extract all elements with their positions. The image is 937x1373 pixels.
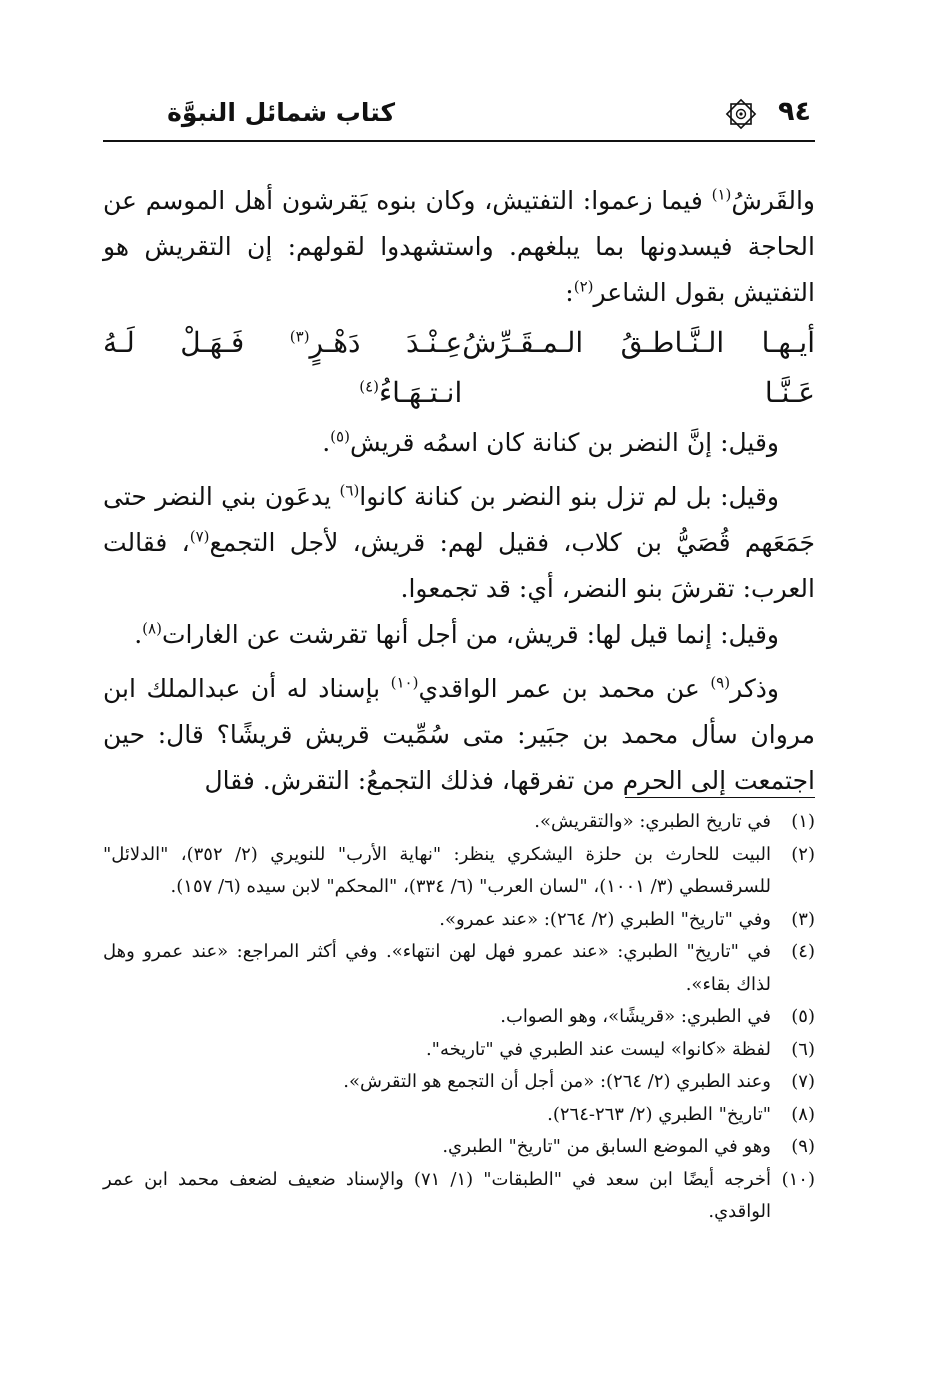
footnote-item: (٦) لفظة «كانوا» ليست عند الطبري في "تاريخه".: [425, 1038, 815, 1060]
paragraph-5: وذكر$^{(٩)}$ عن محمد بن عمر الواقدي$^{(١٠)}$ بإسناد له أن عبدالملك ابن مروان سأل محمد بن جبَير: متى سُمِّيت قريش قريشًا؟ قال: حين اجتمعت إلى الحرم من تفرقها، فذلك التجمعُ: التقرش. فقال: [103, 673, 815, 795]
footnote-item: (٣) وفي "تاريخ" الطبري (٢/ ٢٦٤): «عند عمرو».: [439, 908, 815, 930]
footnote-item: (٩) وهو في الموضع السابق من "تاريخ" الطبري.: [442, 1136, 815, 1157]
main-text: [103, 178, 815, 804]
footnote-item: (٨) "تاريخ" الطبري (٢/ ٢٦٣-٢٦٤).: [547, 1103, 815, 1125]
paragraph-2: وقيل: إنَّ النضر بن كنانة كان اسمُه قريش$^{(٥)}$.: [322, 427, 779, 457]
book-title: كتاب شمائل النبوَّة: [167, 98, 395, 127]
poetry-verse: [103, 318, 815, 418]
footnote-item: (٤) في "تاريخ" الطبري: «عند عمرو فهل لهن انتهاء». وفي أكثر المراجع: «عند عمرو وهل لذاك بقاء».: [103, 941, 815, 995]
footnote-ref: (٢): [573, 277, 594, 296]
footnote-divider: [625, 797, 815, 798]
footnote-item: (٧) وعند الطبري (٢/ ٢٦٤): «من أجل أن التجمع هو التقرش».: [343, 1071, 815, 1092]
paragraph-4: وقيل: إنما قيل لها: قريش، من أجل أنها تقرشت عن الغارات$^{(٨)}$.: [134, 619, 779, 649]
footnote-item: (٢) البيت للحارث بن حلزة اليشكري ينظر: "نهاية الأرب" للنويري (٢/ ٣٥٢)، "الدلائل" للسرقسطي (٣/ ١٠٠١)، "لسان العرب" (٦/ ٣٣٤)، "المحكم" لابن سيده (٦/ ١٥٧).: [103, 843, 815, 897]
verse-first-hemistich: أيـهـا الـنَّـاطـقُ الـمـقَـرِّشُ عَـنَّـا: [462, 326, 815, 409]
footnote-item: (١٠) أخرجه أيضًا ابن سعد في "الطبقات" (١/ ٧١) والإسناد ضعيف لضعف محمد ابن عمر الواقدي.: [103, 1168, 815, 1222]
footnote-ref: (٥): [330, 427, 350, 446]
footnotes: [103, 806, 815, 1229]
footnote-ref: (٦): [339, 481, 360, 500]
footnote-ref: (١٠): [390, 673, 419, 692]
footnote-ref: (٣): [289, 327, 310, 346]
footnote-ref: (٩): [710, 673, 731, 692]
verse-second-hemistich: عِـنْـدَ دَهْـرٍ$^{(٣)}$ فَـهَـلْ لَـهُ انـتـهَـاءُ$^{(٤)}$: [103, 326, 463, 409]
page-header: [103, 96, 815, 142]
page-number: ٩٤: [778, 96, 811, 127]
octagram-ornament-icon: [725, 98, 757, 130]
footnote-ref: (٤): [359, 377, 380, 396]
footnote-ref: (٨): [142, 619, 162, 638]
paragraph-3: وقيل: بل لم تزل بنو النضر بن كنانة كانوا$^{(٦)}$ يدعَون بني النضر حتى جَمَعَهم قُصَيُّ بن كلاب، فقيل لهم: قريش، لأجل التجمع$^{(٧)}$، فقالت العرب: تقرشَ بنو النضر، أي: قد تجمعوا.: [103, 481, 815, 603]
footnote-item: (١) في تاريخ الطبري: «والتقريش».: [534, 811, 815, 832]
footnote-item: (٥) في الطبري: «قريشًا»، وهو الصواب.: [500, 1006, 815, 1027]
footnote-ref: (٧): [189, 527, 210, 546]
footnote-ref: (١): [711, 185, 732, 204]
paragraph-1: والقَرشُ$^{(١)}$ فيما زعموا: التفتيش، وكان بنوه يَقرشون أهل الموسم عن الحاجة فيسدونها بما يبلغهم. واستشهدوا لقولهم: إن التقريش هو التفتيش بقول الشاعر$^{(٢)}$:: [103, 185, 815, 307]
